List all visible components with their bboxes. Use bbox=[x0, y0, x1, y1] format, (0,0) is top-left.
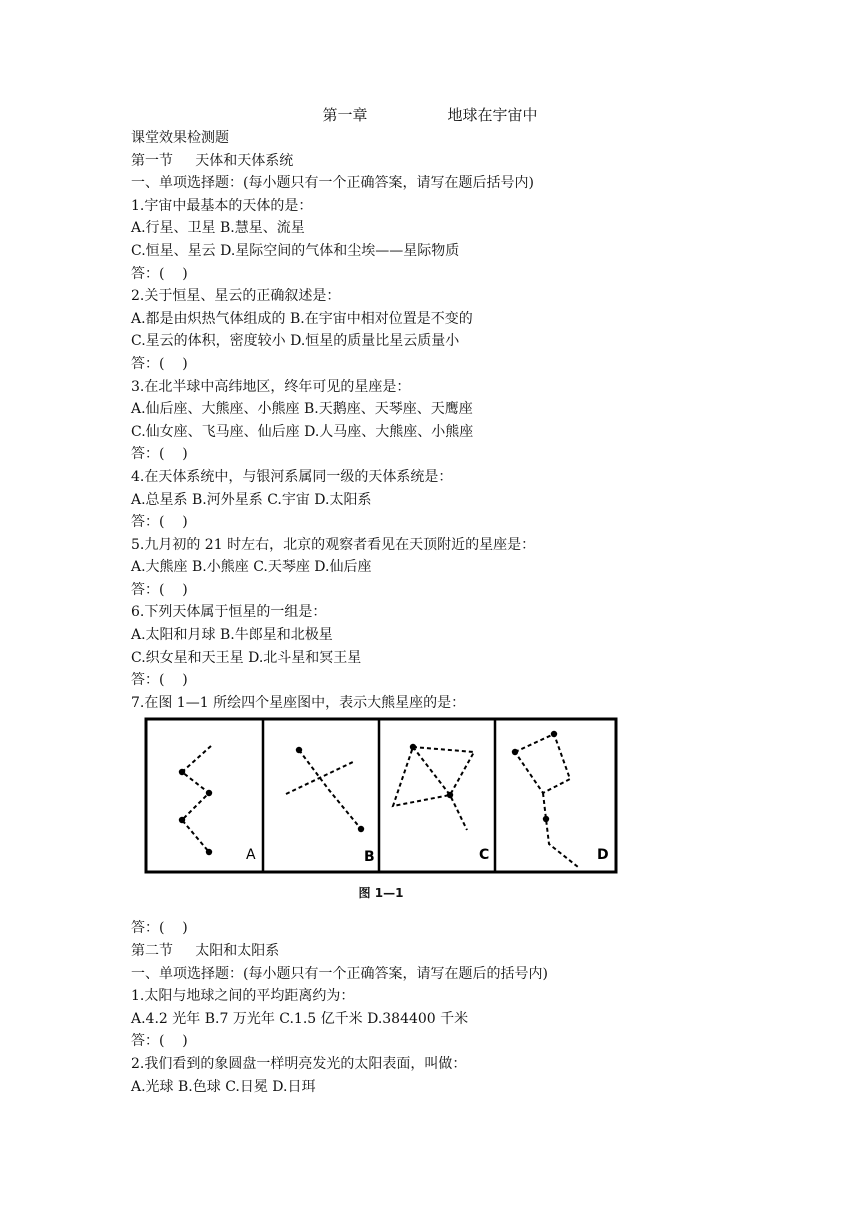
text-line: 1.太阳与地球之间的平均距离约为： bbox=[131, 988, 355, 1005]
text-line: 答：( ) bbox=[131, 920, 188, 937]
figure-caption: 图 1—1 bbox=[358, 886, 404, 901]
text-line: A.4.2 光年 B.7 万光年 C.1.5 亿千米 D.384400 千米 bbox=[131, 1010, 469, 1027]
text-line: C.恒星、星云 D.星际空间的气体和尘埃——星际物质 bbox=[131, 242, 460, 259]
text-line: 一、单项选择题：(每小题只有一个正确答案，请写在题后的括号内) bbox=[131, 965, 548, 982]
constellation-d bbox=[515, 734, 578, 867]
text-line: A.光球 B.色球 C.日冕 D.日珥 bbox=[131, 1078, 316, 1095]
text-line: 2.关于恒星、星云的正确叙述是： bbox=[131, 288, 341, 305]
section-one-text bbox=[131, 127, 751, 714]
constellation-c bbox=[393, 747, 474, 830]
chapter-title bbox=[0, 105, 860, 125]
figure-border bbox=[146, 719, 616, 872]
text-line: 第二节 太阳和太阳系 bbox=[131, 943, 280, 960]
text-line: A.大熊座 B.小熊座 C.天琴座 D.仙后座 bbox=[131, 559, 372, 576]
text-line: 答：( ) bbox=[131, 581, 188, 598]
constellation-diagram bbox=[141, 717, 621, 877]
text-line: C.星云的体积，密度较小 D.恒星的质量比星云质量小 bbox=[131, 333, 460, 350]
text-line: 答：( ) bbox=[131, 1033, 188, 1050]
text-line: 4.在天体系统中，与银河系属同一级的天体系统是： bbox=[131, 468, 453, 485]
text-line: A.总星系 B.河外星系 C.宇宙 D.太阳系 bbox=[131, 491, 372, 508]
text-line: 答：( ) bbox=[131, 672, 188, 689]
text-line: C.仙女座、飞马座、仙后座 D.人马座、大熊座、小熊座 bbox=[131, 423, 474, 440]
panel-label-d: D bbox=[597, 847, 609, 864]
text-line: A.行星、卫星 B.慧星、流星 bbox=[131, 220, 305, 237]
text-line: 课堂效果检测题 bbox=[131, 130, 229, 146]
text-line: 答：( ) bbox=[131, 446, 188, 463]
panel-label-c: C bbox=[479, 847, 490, 864]
figure-1-1 bbox=[131, 714, 751, 917]
constellation-b bbox=[286, 750, 361, 829]
text-line: 6.下列天体属于恒星的一组是： bbox=[131, 604, 327, 621]
section-two-text bbox=[131, 917, 751, 1098]
text-line: C.织女星和天王星 D.北斗星和冥王星 bbox=[131, 649, 362, 666]
panel-label-b: B bbox=[364, 849, 375, 866]
chapter-number: 第一章 bbox=[322, 106, 368, 124]
document-body bbox=[131, 127, 751, 1098]
text-line: 7.在图 1—1 所绘四个星座图中，表示大熊星座的是： bbox=[131, 694, 466, 711]
text-line: A.都是由炽热气体组成的 B.在宇宙中相对位置是不变的 bbox=[131, 310, 473, 327]
text-line: 2.我们看到的象圆盘一样明亮发光的太阳表面，叫做： bbox=[131, 1056, 467, 1072]
chapter-name: 地球在宇宙中 bbox=[447, 106, 538, 124]
text-line: 3.在北半球中高纬地区，终年可见的星座是： bbox=[131, 378, 411, 395]
text-line: 答：( ) bbox=[131, 514, 188, 531]
text-line: A.太阳和月球 B.牛郎星和北极星 bbox=[131, 627, 333, 644]
text-line: 第一节 天体和天体系统 bbox=[131, 152, 294, 169]
constellation-a bbox=[182, 746, 211, 852]
text-line: 答：( ) bbox=[131, 355, 188, 372]
text-line: 一、单项选择题：(每小题只有一个正确答案，请写在题后括号内) bbox=[131, 175, 534, 192]
panel-label-a: A bbox=[246, 847, 256, 864]
text-line: A.仙后座、大熊座、小熊座 B.天鹅座、天琴座、天鹰座 bbox=[131, 401, 473, 418]
text-line: 5.九月初的 21 时左右，北京的观察者看见在天顶附近的星座是： bbox=[131, 536, 536, 553]
text-line: 答：( ) bbox=[131, 265, 188, 282]
text-line: 1.宇宙中最基本的天体的是： bbox=[131, 197, 313, 214]
